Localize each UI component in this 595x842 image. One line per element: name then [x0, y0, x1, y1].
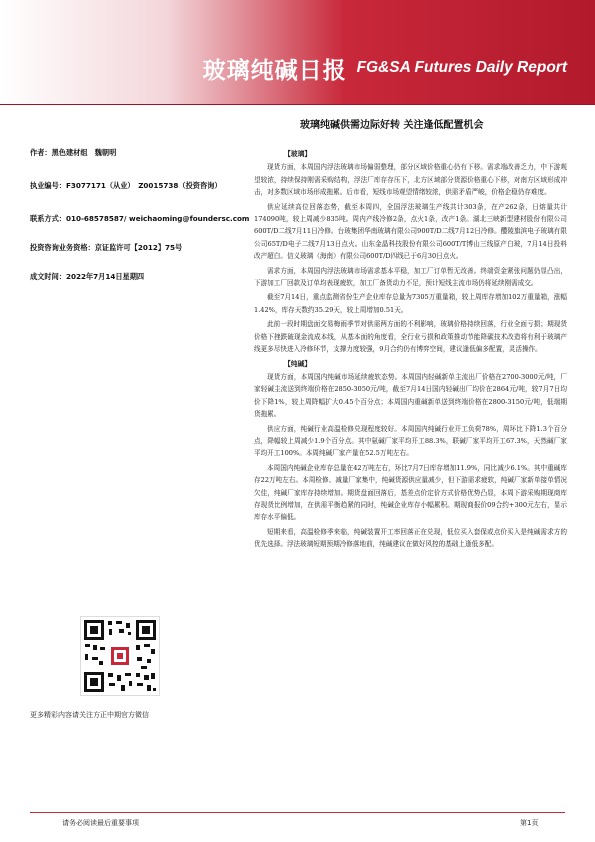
page-number: 第1页: [520, 819, 539, 827]
contact-line: 联系方式：010-68578587/ weichaoming@foundersc.com: [30, 214, 250, 223]
qr-code-icon: [81, 617, 159, 695]
soda-paragraph-spot: 现货方面，本周国内纯碱市场延续疲软态势。本周国内轻碱新单主流出厂价格在2700-3000元/吨，厂家轻碱主流送到终端价格在2850-3050元/吨，截至7月14日国内轻碱出厂均价在2864元/吨，较7月7日均价下降1%，较上周降幅扩大0.45个百分点；本周国内重碱新单送到终端价格在2800-3150元/吨，低端期货拖累。: [254, 372, 567, 419]
qr-caption: 更多精彩内容请关注方正中期官方微信: [30, 711, 149, 719]
wechat-qr-code: [80, 616, 160, 696]
footer-disclaimer: 请务必阅读最后重要事项: [62, 819, 139, 827]
section-heading-soda: 【纯碱】: [284, 359, 312, 368]
date-line: 成文时间：2022年7月14日星期四: [30, 272, 145, 281]
soda-paragraph-outlook: 短期来看，高温检修季来临，纯碱装置开工率回落正在兑现，低位买入套保或点价买入是纯碱需求方的优先选择。浮法玻璃短期预期冷修落地前，纯碱建议在做好风控的基础上逢低多配。: [254, 527, 567, 549]
report-body: [254, 148, 567, 553]
glass-paragraph-supply: 供应延续高位回落态势，截至本周四，全国浮法玻璃生产线共计303条，在产262条，日熔量共计174090吨，较上周减少835吨。周内产线冷修2条，点火1条，改产1条。湖北三峡新型建材股份有限公司600T/D二线7月11日冷修。台玻集团华南玻璃有限公司900T/D二线7月12日冷修。醴陵旗滨电子玻璃有限公司65T/D电子二线7月13日点火。山东金晶科技股份有限公司600T/T博山三线原产白玻，7月14日投料改产超白。信义玻璃（海南）有限公司600T/D四线已于6月30日点火。: [254, 202, 567, 261]
glass-paragraph-outlook: 此前一段时期盘面交易梅雨季节对供需两方面的不利影响，玻璃价格持续回落，行业全面亏损；期现货价格下挫跌破现金流成本线，从基本面的角度看，全行业亏损和政策推动节能降碳技术改造将有利于玻璃产线更多尽快进入冷修环节，支撑力度较强，9月合约仍有博弈空间，建议逢低偏多配置，灵活操作。: [254, 320, 567, 354]
qualification-line: 投资咨询业务资格：京证监许可【2012】75号: [30, 243, 183, 252]
license-line: 执业编号：F3077171（从业） Z0015738（投资咨询）: [30, 181, 222, 190]
report-title-en: FG&SA Futures Daily Report: [356, 59, 567, 76]
soda-paragraph-inventory: 本周国内纯碱企业库存总量在42万吨左右，环比7月7日库存增加11.9%，同比减少6.1%。其中重碱库存22万吨左右。本周检修、减量厂家集中，纯碱货源供应量减少，但下游需求疲软，纯碱厂家新单接单情况欠佳，纯碱厂家库存持续增加。期货盘面回落后，基差点价定价方式价格优势凸显，本周下游采购期现商库存现货比例增加，在供需平衡趋紧的同时，纯碱企业库存小幅累积。期现商报价09合约+300元左右，显示库存水平偏低。: [254, 463, 567, 522]
report-header: [0, 48, 595, 88]
footer-divider: [30, 812, 565, 813]
section-heading-glass: 【玻璃】: [284, 150, 312, 158]
author-line: 作者：黑色建材组 魏朝明: [30, 148, 117, 157]
glass-paragraph-inventory: 截至7月14日，重点监测省份生产企业库存总量为7305万重量箱，较上周库存增加102万重量箱，涨幅1.42%，库存天数约35.29天，较上周增加0.51天。: [254, 293, 567, 314]
soda-paragraph-supply: 供应方面，纯碱行业高温检修兑现程度较好。本周国内纯碱行业开工负荷78%，周环比下降1.3个百分点，降幅较上周减少1.9个百分点。其中氨碱厂家平均开工88.3%，联碱厂家平均开工67.3%，天然碱厂家平均开工100%。本周纯碱厂家产量在52.5万吨左右。: [254, 424, 567, 458]
document-title: 玻璃纯碱供需边际好转 关注逢低配置机会: [300, 120, 484, 131]
header-divider: [0, 104, 595, 105]
report-title-cn: 玻璃纯碱日报: [202, 57, 347, 84]
glass-paragraph-spot: 现货方面，本周国内浮法玻璃市场偏弱整理，部分区域价格重心仍有下移。需求端改善乏力，中下游观望较浓，持续保持刚需采购结构，浮法厂库存存压下，北方区域部分货源价格重心下移，对南方区域形成冲击，对多数区域市场形成拖累。后市看，短线市场观望情绪较浓，供需矛盾严峻，价格企稳仍存难度。: [254, 163, 567, 197]
glass-paragraph-demand: 需求方面，本周国内浮法玻璃市场需求基本平稳，加工厂订单暂无改善。终端资金紧张问题仍显凸出，下游加工厂回款及订单均表现疲软，加工厂备货动力不足，预计短线主流市场仍将延续刚需成交。: [254, 266, 567, 288]
